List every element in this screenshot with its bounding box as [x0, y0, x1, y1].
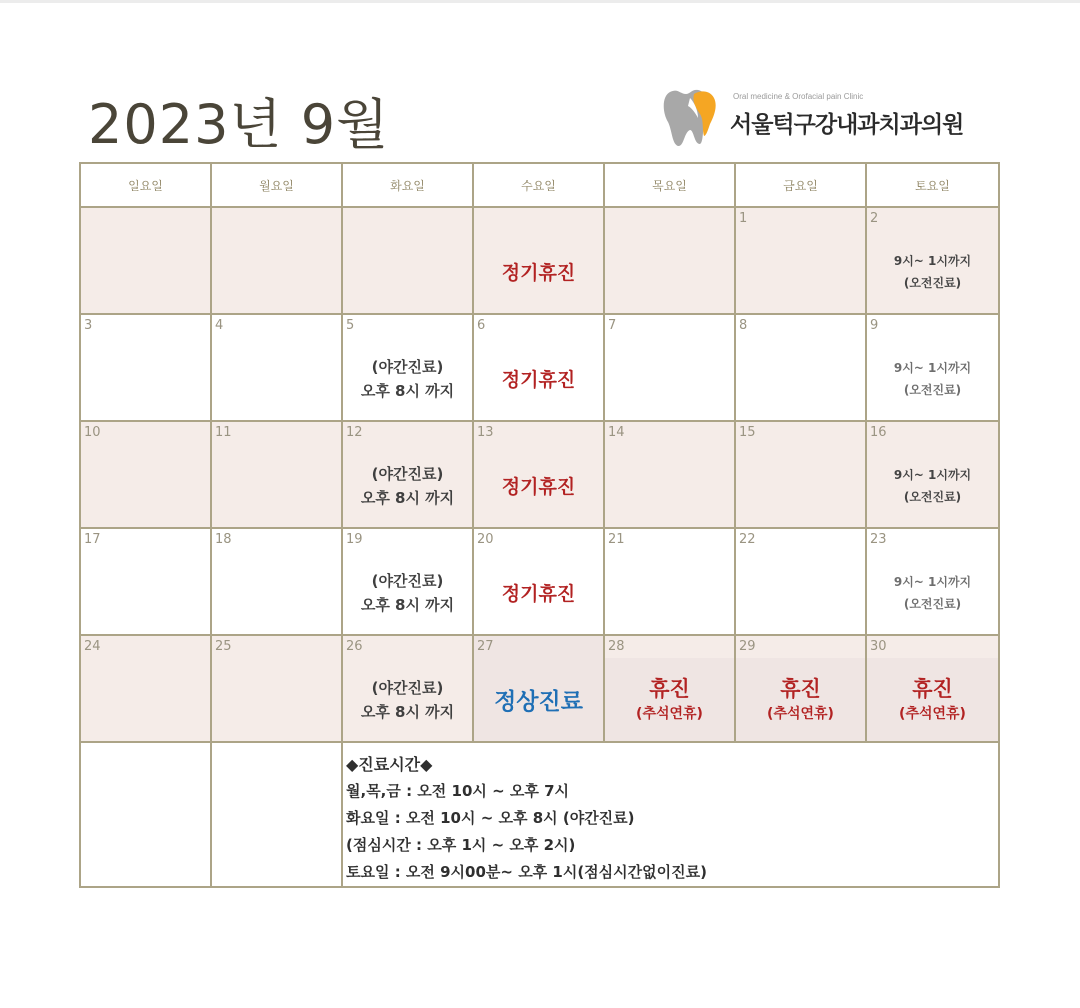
weekday-header-row: [80, 163, 999, 207]
day-cell: [473, 528, 604, 635]
day-number: 11: [215, 425, 232, 440]
day-cell: [866, 314, 999, 421]
morning-clinic-label: (오전진료): [903, 596, 962, 611]
night-until-label: 오후 8시 까지: [360, 702, 455, 721]
day-number: 17: [84, 532, 101, 547]
day-cell: [866, 635, 999, 742]
hours-line: 월,목,금 : 오전 10시 ~ 오후 7시: [346, 782, 570, 800]
day-number: 30: [870, 639, 887, 654]
sat-hours-label: 9시~ 1시까지: [893, 253, 972, 268]
hours-line: 토요일 : 오전 9시00분~ 오후 1시(점심시간없이진료): [346, 863, 707, 881]
holiday-label: 휴진: [649, 676, 690, 701]
clinic-name: 서울턱구강내과치과의원: [730, 112, 964, 138]
chuseok-label: (추석연휴): [767, 705, 834, 722]
day-cell: [866, 528, 999, 635]
night-until-label: 오후 8시 까지: [360, 381, 455, 400]
day-number: 4: [215, 318, 224, 333]
day-cell: [80, 314, 211, 421]
chuseok-label: (추석연휴): [899, 705, 966, 722]
tooth-logo-icon: [660, 84, 724, 150]
day-cell: [211, 421, 342, 528]
weekday-sat: 토요일: [866, 163, 999, 207]
regular-closed-label: 정기휴진: [501, 369, 576, 391]
day-cell: [604, 635, 735, 742]
day-number: 12: [346, 425, 363, 440]
day-number: 16: [870, 425, 887, 440]
week-row-1: [80, 207, 999, 314]
clinic-logo: [660, 84, 990, 152]
day-cell-empty: [342, 207, 473, 314]
day-number: 24: [84, 639, 101, 654]
night-clinic-label: (야간진료): [371, 357, 444, 376]
day-number: 25: [215, 639, 232, 654]
day-cell: [211, 528, 342, 635]
day-cell: [342, 635, 473, 742]
day-cell: [80, 421, 211, 528]
day-cell: [211, 314, 342, 421]
day-number: 15: [739, 425, 756, 440]
calendar-table: [79, 162, 1000, 888]
day-number: 9: [870, 318, 879, 333]
day-cell: [604, 528, 735, 635]
day-cell: [342, 528, 473, 635]
day-number: 7: [608, 318, 617, 333]
day-cell-empty: [211, 742, 342, 887]
weekday-sun: 일요일: [80, 163, 211, 207]
weekday-wed: 수요일: [473, 163, 604, 207]
week-row-2: [80, 314, 999, 421]
day-cell: [866, 207, 999, 314]
day-cell: [211, 635, 342, 742]
day-number: 3: [84, 318, 93, 333]
day-cell-empty: [80, 207, 211, 314]
day-cell: [604, 314, 735, 421]
sat-hours-label: 9시~ 1시까지: [893, 360, 972, 375]
day-number: 8: [739, 318, 748, 333]
week-row-5: [80, 635, 999, 742]
regular-closed-label: 정기휴진: [501, 583, 576, 605]
day-number: 5: [346, 318, 355, 333]
day-number: 27: [477, 639, 494, 654]
week-row-3: [80, 421, 999, 528]
night-clinic-label: (야간진료): [371, 464, 444, 483]
clinic-hours-cell: [342, 742, 999, 887]
day-cell-empty: [211, 207, 342, 314]
morning-clinic-label: (오전진료): [903, 382, 962, 397]
day-number: 18: [215, 532, 232, 547]
hours-row: [80, 742, 999, 887]
sat-hours-label: 9시~ 1시까지: [893, 574, 972, 589]
holiday-label: 휴진: [780, 676, 821, 701]
day-number: 19: [346, 532, 363, 547]
day-cell: [80, 528, 211, 635]
day-cell: [342, 421, 473, 528]
page-title: 2023년 9월: [88, 93, 390, 156]
day-number: 20: [477, 532, 494, 547]
day-number: 13: [477, 425, 494, 440]
day-cell: [735, 528, 866, 635]
day-cell: [80, 635, 211, 742]
night-clinic-label: (야간진료): [371, 571, 444, 590]
day-number: 21: [608, 532, 625, 547]
day-cell: [473, 314, 604, 421]
day-cell-empty: [473, 207, 604, 314]
day-cell: [735, 314, 866, 421]
holiday-label: 휴진: [912, 676, 953, 701]
night-until-label: 오후 8시 까지: [360, 595, 455, 614]
night-clinic-label: (야간진료): [371, 678, 444, 697]
day-cell-empty: [80, 742, 211, 887]
day-number: 1: [739, 211, 748, 226]
day-cell: [473, 635, 604, 742]
day-cell-empty: [604, 207, 735, 314]
clinic-tagline: Oral medicine & Orofacial pain Clinic: [733, 92, 864, 101]
chuseok-label: (추석연휴): [636, 705, 703, 722]
weekday-tue: 화요일: [342, 163, 473, 207]
sat-hours-label: 9시~ 1시까지: [893, 467, 972, 482]
clinic-hours: [343, 743, 998, 886]
day-number: 22: [739, 532, 756, 547]
regular-closed-label: 정기휴진: [501, 262, 576, 284]
normal-clinic-label: 정상진료: [494, 689, 583, 715]
day-cell: [735, 421, 866, 528]
day-number: 28: [608, 639, 625, 654]
day-cell: [473, 421, 604, 528]
weekday-mon: 월요일: [211, 163, 342, 207]
day-cell: [604, 421, 735, 528]
morning-clinic-label: (오전진료): [903, 489, 962, 504]
day-number: 10: [84, 425, 101, 440]
day-number: 2: [870, 211, 879, 226]
regular-closed-label: 정기휴진: [501, 476, 576, 498]
day-cell: [866, 421, 999, 528]
day-number: 26: [346, 639, 363, 654]
top-divider: [0, 0, 1080, 3]
day-cell: [735, 635, 866, 742]
night-until-label: 오후 8시 까지: [360, 488, 455, 507]
weekday-fri: 금요일: [735, 163, 866, 207]
hours-line: 화요일 : 오전 10시 ~ 오후 8시 (야간진료): [346, 809, 635, 827]
hours-line: (점심시간 : 오후 1시 ~ 오후 2시): [346, 836, 576, 854]
day-number: 29: [739, 639, 756, 654]
day-number: 14: [608, 425, 625, 440]
day-number: 23: [870, 532, 887, 547]
week-row-4: [80, 528, 999, 635]
day-cell: [735, 207, 866, 314]
hours-title: ◆진료시간◆: [346, 755, 433, 774]
morning-clinic-label: (오전진료): [903, 275, 962, 290]
day-cell: [342, 314, 473, 421]
weekday-thu: 목요일: [604, 163, 735, 207]
day-number: 6: [477, 318, 486, 333]
